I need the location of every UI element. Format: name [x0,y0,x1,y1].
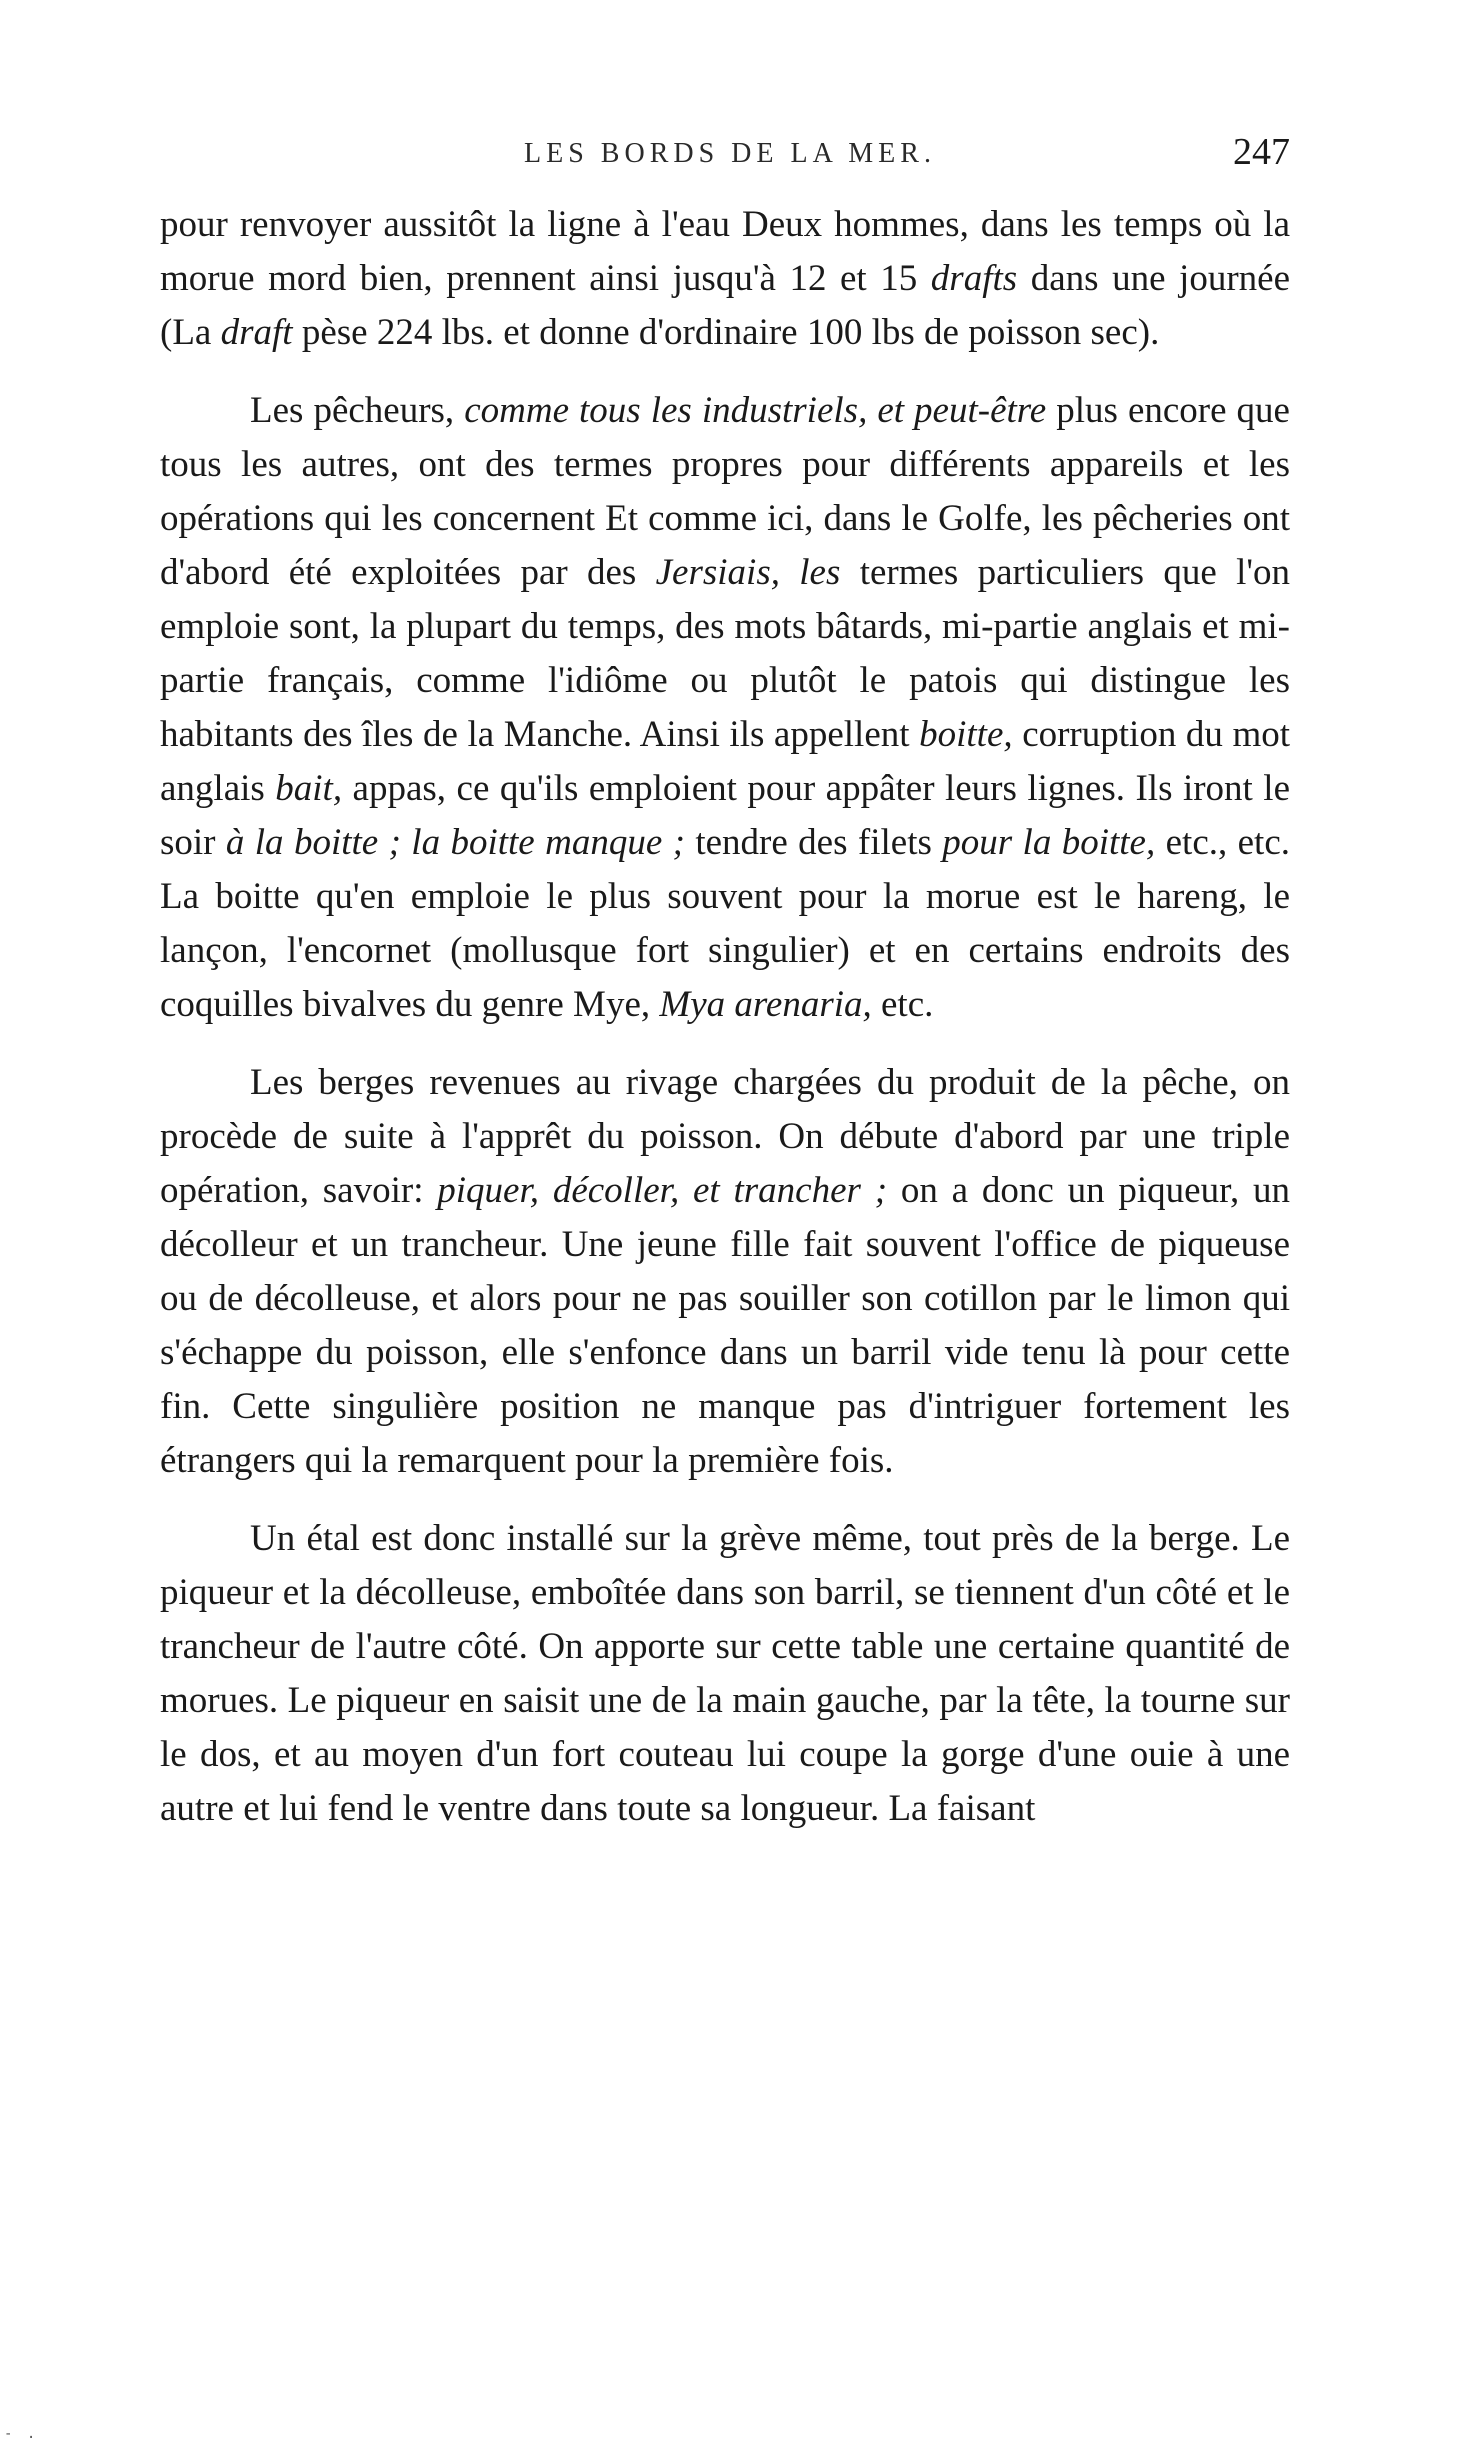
italic-text-segment: pour la boitte, [942,822,1156,863]
body-text [160,198,1290,1860]
italic-text-segment: Jersiais, les [655,552,841,593]
text-segment: etc. [871,984,934,1025]
text-segment: tendre des filets [684,822,943,863]
italic-text-segment: bait, [275,768,343,809]
text-segment: pèse 224 lbs. et donne d'ordinaire 100 lbs de poisson sec). [292,312,1160,353]
italic-text-segment: comme tous les industriels, et peut-être [464,390,1047,431]
text-segment: Les pêcheurs, [250,390,465,431]
italic-text-segment: drafts [930,258,1018,299]
italic-text-segment: boitte, [919,714,1013,755]
italic-text-segment: draft [220,312,293,353]
running-title: LES BORDS DE LA MER. [524,138,936,169]
paragraph-stall [160,1512,1290,1836]
paragraph-fishermen-terms [160,384,1290,1032]
running-head [170,130,1290,180]
text-segment: on a donc un piqueur, un décolleur et un trancheur. Une jeune fille fait souvent l'office de piqueuse ou de décolleuse, et alors pour ne pas souiller son cotillon par le limon qui s'échappe du poisson, elle s'enfonce dans un barril vide tenu là pour cette fin. Cette singulière position ne manque pas d'intriguer fortement les étrangers qui la remarquent pour la première fois. [160,1170,1290,1481]
italic-text-segment: piquer, décoller, et trancher ; [437,1170,888,1211]
text-segment: pour renvoyer aussitôt la ligne à l'eau Deux hommes, dans les temps où la morue mord bien, prennent ainsi jusqu'à 12 et 15 [160,204,1290,299]
paragraph-continuation [160,198,1290,360]
italic-text-segment: à la boitte ; la boitte manque ; [225,822,685,863]
page-edge-mark: - . [4,2426,39,2442]
italic-text-segment: Mya arenaria, [659,984,872,1025]
text-segment: dans une journée (La [160,258,1290,353]
text-segment: corruption du mot anglais [160,714,1291,809]
text-segment: plus encore que tous les autres, ont des termes propres pour différents appareils et les opérations qui les concernent Et comme ici, dans le Golfe, les pêcheries ont d'abord été exploitées par des [160,390,1290,593]
text-segment: Les berges revenues au rivage chargées du produit de la pêche, on procède de suite à l'apprêt du poisson. On débute d'abord par une triple opération, savoir: [160,1062,1290,1211]
paragraph-boats-return [160,1056,1290,1488]
text-segment: appas, ce qu'ils emploient pour appâter leurs lignes. Ils iront le soir [160,768,1290,863]
text-segment: etc., etc. La boitte qu'en emploie le plus souvent pour la morue est le hareng, le lançon, l'encornet (mollusque fort singulier) et en certains endroits des coquilles bivalves du genre Mye, [160,822,1291,1025]
text-segment: Un étal est donc installé sur la grève même, tout près de la berge. Le piqueur et la décolleuse, emboîtée dans son barril, se tiennent d'un côté et le trancheur de l'autre côté. On apporte sur cette table une certaine quantité de morues. Le piqueur en saisit une de la main gauche, par la tête, la tourne sur le dos, et au moyen d'un fort couteau lui coupe la gorge d'une ouie à une autre et lui fend le ventre dans toute sa longueur. La faisant [160,1518,1290,1829]
text-segment: termes particuliers que l'on emploie sont, la plupart du temps, des mots bâtards, mi-partie anglais et mi-partie français, comme l'idiôme ou plutôt le patois qui distingue les habitants des îles de la Manche. Ainsi ils appellent [160,552,1291,755]
page-number: 247 [1233,131,1290,173]
